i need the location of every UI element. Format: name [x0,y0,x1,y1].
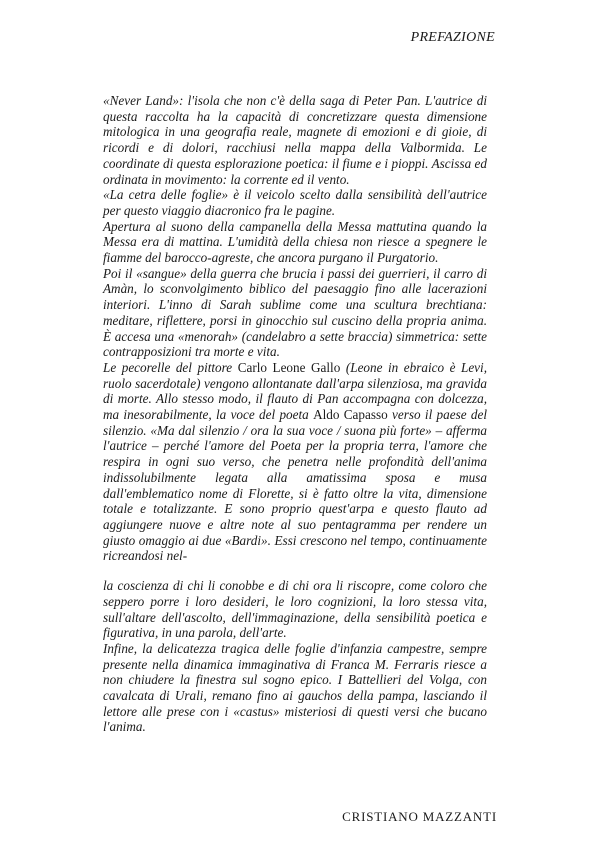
paragraph-5-text: verso il paese del silenzio. «Ma dal silenzio / ora la sua voce / suona più forte» – afferma l'autrice – perché l'amore del Poeta per la propria terra, l'amore che respira in ogni suo verso, che penetra nelle profondità dell'anima indissolubilmente legata alla amatissima sposa e musa dall'emblematico nome di Florette, si è fatto oltre la vita, dimensione totale e totalizzante. E sono proprio quest'arpa e questo flauto ad aggiungere nuove e altre note al suo pentagramma per rendere un giusto omaggio ai due «Bardi». Essi crescono nel tempo, continuamente ricreandosi nel- [103,407,487,564]
page-title: PREFAZIONE [410,30,495,45]
page-break-gap [103,564,487,578]
preface-body [103,93,487,735]
author-signature: CRISTIANO MAZZANTI [342,809,497,824]
paragraph-7: Infine, la delicatezza tragica delle foglie d'infanzia campestre, sempre presente nella dinamica immaginativa di Franca M. Ferraris riesce a non chiudere la finestra sul sogno epico. I Battellieri del Volga, con cavalcata di Urali, remano fino ai gauchos della pampa, lasciando il lettore alle prese con i «castus» misteriosi di questi versi che bucano l'anima. [103,640,487,735]
paragraph-1: «Never Land»: l'isola che non c'è della saga di Peter Pan. L'autrice di questa raccolta ha la capacità di concretizzare questa dimensione mitologica in una geografia reale, magnete di emozioni e di gioie, di ricordi e di dolori, racchiusi nella mappa della Valbormida. Le coordinate di questa esplorazione poetica: il fiume e i pioppi. Ascissa ed ordinata in movimento: la corrente ed il vento. [103,93,487,187]
paragraph-3: Apertura al suono della campanella della Messa mattutina quando la Messa era di mattina. L'umidità della chiesa non riesce a spegnere le fiamme del barocco-agreste, che ancora purgano il Purgatorio. [103,218,487,266]
paragraph-5-text: Le pecorelle del pittore [103,359,238,375]
painter-name: Carlo Leone Gallo [237,359,341,375]
paragraph-2: «La cetra delle foglie» è il veicolo scelto dalla sensibilità dell'autrice per questo viaggio diacronico fra le pagine. [103,187,487,218]
paragraph-6: la coscienza di chi li conobbe e di chi ora li riscopre, come coloro che seppero porre i loro desideri, le loro cognizioni, la loro stessa vita, sull'altare dell'ascolto, dell'immaginazione, della sensibilità poetica e figurativa, in una parola, dell'arte. [103,578,487,641]
paragraph-4: Poi il «sangue» della guerra che brucia i passi dei guerrieri, il carro di Amàn, lo sconvolgimento biblico del paesaggio fino alle lacerazioni interiori. L'inno di Sarah sublime come una scultura brechtiana: meditare, riflettere, porsi in ginocchio sul cuscino della propria anima. È accesa una «menorah» (candelabro a sette braccia) simmetrica: sette contrapposizioni tra morte e vita. [103,265,487,360]
paragraph-5 [103,360,487,564]
poet-name: Aldo Capasso [313,407,388,423]
paragraph-5-text: (Leone in ebraico è Levi, ruolo sacerdotale) vengono allontanate dall'arpa silenziosa, ma gravida di morte. Allo stesso modo, il flauto di Pan accompagna con dolcezza, ma inesorabilmente, la voce del poeta [103,359,487,423]
